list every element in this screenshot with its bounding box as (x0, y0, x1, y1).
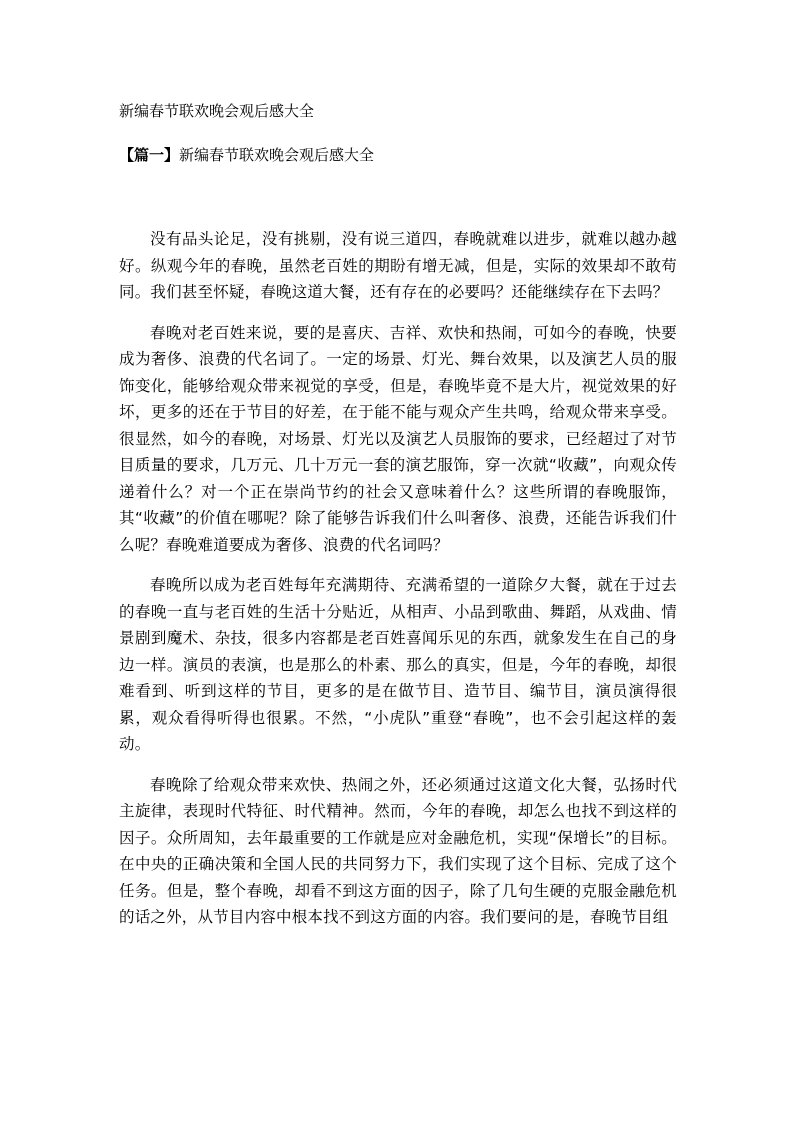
section-heading (119, 144, 374, 166)
document-body (119, 226, 677, 945)
paragraph: 春晚所以成为老百姓每年充满期待、充满希望的一道除夕大餐，就在于过去的春晚一直与老百姓的生活十分贴近，从相声、小品到歌曲、舞蹈，从戏曲、情景剧到魔术、杂技，很多内容都是老百姓喜闻乐见的东西，就象发生在自己的身边一样。演员的表演，也是那么的朴素、那么的真实，但是，今年的春晚，却很难看到、听到这样的节目，更多的是在做节目、造节目、编节目，演员演得很累，观众看得听得也很累。不然，“小虎队”重登“春晚”，也不会引起这样的轰动。 (119, 576, 677, 753)
section-tag: 【篇一】 (119, 146, 180, 164)
paragraph: 没有品头论足，没有挑剔，没有说三道四，春晚就难以进步，就难以越办越好。纵观今年的春晚，虽然老百姓的期盼有增无减，但是，实际的效果却不敢苟同。我们甚至怀疑，春晚这道大餐，还有存在的必要吗？还能继续存在下去吗？ (119, 230, 677, 301)
paragraph: 春晚对老百姓来说，要的是喜庆、吉祥、欢快和热闹，可如今的春晚，快要成为奢侈、浪费的代名词了。一定的场景、灯光、舞台效果，以及演艺人员的服饰变化，能够给观众带来视觉的享受，但是，春晚毕竟不是大片，视觉效果的好坏，更多的还在于节目的好差，在于能不能与观众产生共鸣，给观众带来享受。很显然，如今的春晚，对场景、灯光以及演艺人员服饰的要求，已经超过了对节目质量的要求，几万元、几十万元一套的演艺服饰，穿一次就“收藏”，向观众传递着什么？对一个正在崇尚节约的社会又意味着什么？这些所谓的春晚服饰，其“收藏”的价值在哪呢？除了能够告诉我们什么叫奢侈、浪费，还能告诉我们什么呢？春晚难道要成为奢侈、浪费的代名词吗？ (119, 323, 677, 554)
section-title: 新编春节联欢晚会观后感大全 (179, 146, 375, 164)
paragraph: 春晚除了给观众带来欢快、热闹之外，还必须通过这道文化大餐，弘扬时代主旋律，表现时代特征、时代精神。然而，今年的春晚，却怎么也找不到这样的因子。众所周知，去年最重要的工作就是应对金融危机，实现“保增长”的目标。在中央的正确决策和全国人民的共同努力下，我们实现了这个目标、完成了这个任务。但是，整个春晚，却看不到这方面的因子，除了几句生硬的克服金融危机的话之外，从节目内容中根本找不到这方面的内容。我们要问的是，春晚节目组 (119, 775, 677, 926)
document-title: 新编春节联欢晚会观后感大全 (119, 102, 315, 120)
